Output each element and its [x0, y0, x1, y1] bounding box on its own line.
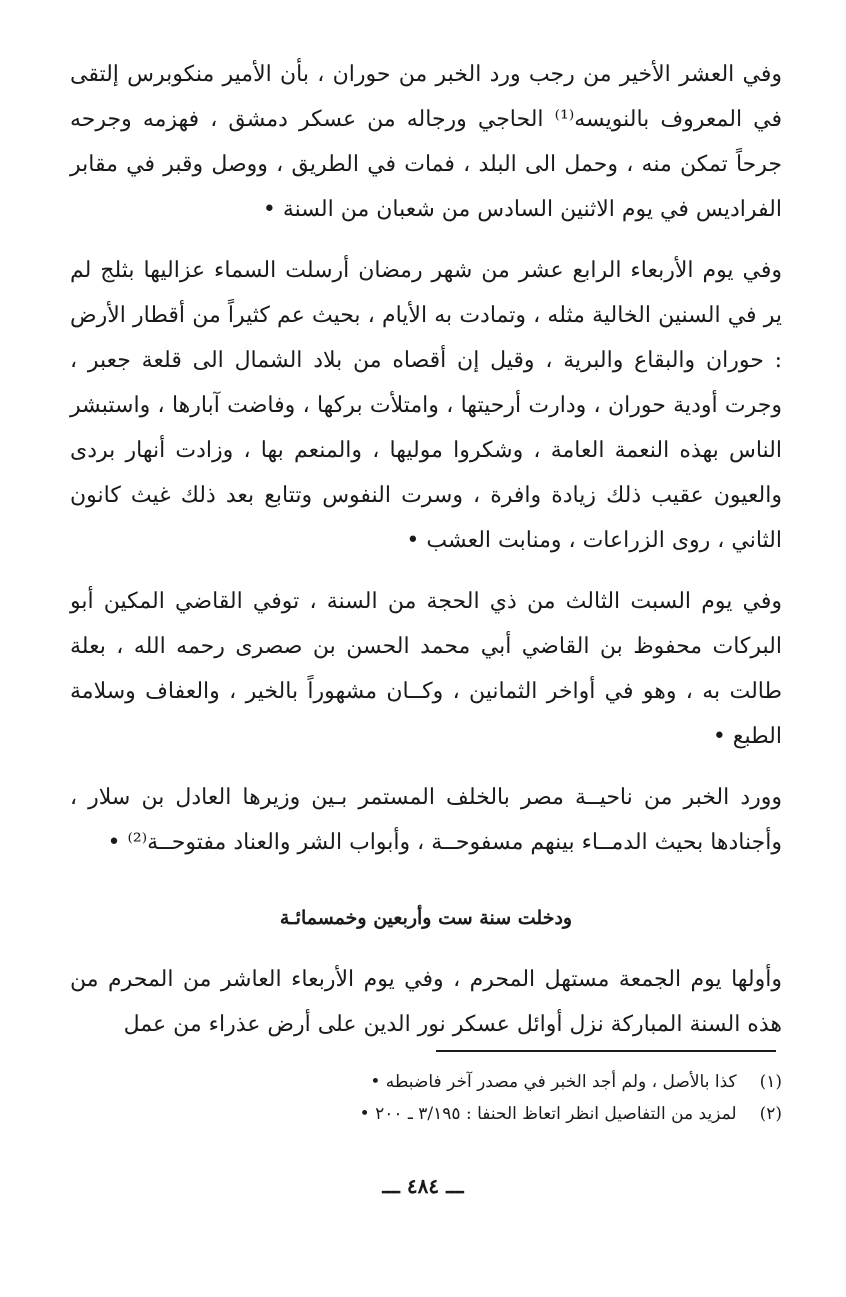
- footnotes: [70, 1066, 782, 1130]
- paragraph-4: وورد الخبر من ناحيــة مصر بالخلف المستمر بـين وزيرها العادل بن سلار ، وأجنادها بحيث الدمــاء بينهم مسفوحــة ، وأبواب الشر والعناد مفتوحــة⁽²⁾ •: [70, 785, 782, 855]
- footnote-divider: [436, 1050, 776, 1052]
- footnote-1: [70, 1066, 782, 1098]
- footnote-text: لمزيد من التفاصيل انظر اتعاظ الحنفا : ٣/١٩٥ ـ ٢٠٠ •: [359, 1104, 737, 1124]
- footnote-number: (١): [759, 1072, 782, 1092]
- section-heading: ودخلت سنة ست وأربعين وخمسمائـة: [279, 907, 573, 929]
- page-body: [70, 52, 782, 1047]
- paragraph-2: وفي يوم الأربعاء الرابع عشر من شهر رمضان أرسلت السماء عزاليها بثلج لم ير في السنين الخالية مثله ، وتمادت به الأيام ، بحيث عم كثيراً من أقطار الأرض : حوران والبقاع والبرية ، وقيل إن أقصاه من بلاد الشمال الى قلعة جعبر ، وجرت أودية حوران ، ودارت أرحيتها ، وامتلأت بركها ، وفاضت آبارها ، واستبشر الناس بهذه النعمة العامة ، وشكروا موليها ، والمنعم بها ، وزادت أنهار بردى والعيون عقيب ذلك زيادة وافرة ، وسرت النفوس وتتابع بعد ذلك غيث كانون الثاني ، روى الزراعات ، ومنابت العشب •: [70, 258, 782, 553]
- paragraph-5: وأولها يوم الجمعة مستهل المحرم ، وفي يوم الأربعاء العاشر من المحرم من هذه السنة المباركة نزل أوائل عسكر نور الدين على أرض عذراء من عمل: [70, 967, 782, 1037]
- paragraph-1: وفي العشر الأخير من رجب ورد الخبر من حوران ، بأن الأمير منكوبرس إلتقى في المعروف بالنويسه⁽¹⁾ الحاجي ورجاله من عسكر دمشق ، فهزمه وجرحه جرحاً تمكن منه ، وحمل الى البلد ، فمات في الطريق ، ووصل وقبر في مقابر الفراديس في يوم الاثنين السادس من شعبان من السنة •: [70, 62, 782, 222]
- footnote-number: (٢): [759, 1104, 782, 1124]
- footnote-text: كذا بالأصل ، ولم أجد الخبر في مصدر آخر فاضبطه •: [370, 1072, 737, 1092]
- paragraph-3: وفي يوم السبت الثالث من ذي الحجة من السنة ، توفي القاضي المكين أبو البركات محفوظ بن القاضي أبي محمد الحسن بن صصرى رحمه الله ، بعلة طالت به ، وهو في أواخر الثمانين ، وكــان مشهوراً بالخير ، والعفاف وسلامة الطبع •: [70, 589, 782, 749]
- page-number: ـــ ٤٨٤ ـــ: [382, 1174, 464, 1198]
- footnote-2: [70, 1098, 782, 1130]
